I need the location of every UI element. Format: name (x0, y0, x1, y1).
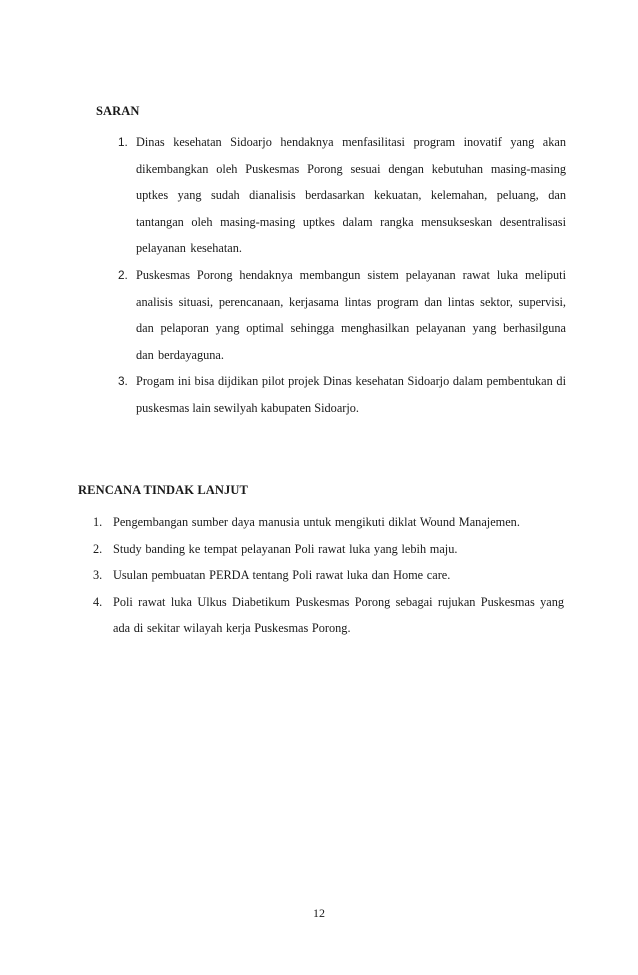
saran-item-number: 1. (118, 135, 128, 149)
saran-item (118, 262, 566, 368)
saran-item (118, 129, 566, 262)
page-number: 12 (313, 906, 325, 920)
saran-heading: SARAN (96, 104, 140, 118)
saran-item-number: 2. (118, 267, 128, 282)
rencana-item-number: 4. (93, 594, 103, 609)
rencana-item-text: Usulan pembuatan PERDA tentang Poli rawat luka dan Home care. (113, 568, 451, 583)
saran-list (118, 129, 566, 422)
saran-item-text: Dinas kesehatan Sidoarjo hendaknya menfasilitasi program inovatif yang akan dikembangkan oleh Puskesmas Porong sesuai dengan kebutuhan masing-masing uptkes yang sudah dianalisis berdasarkan kekuatan, kelemahan, peluang, dan tantangan oleh masing-masing uptkes dalam rangka mensukseskan desentralisasi pelayanan kesehatan. (136, 135, 566, 256)
rencana-item (93, 509, 564, 536)
rencana-item (93, 589, 564, 642)
rencana-item-number: 2. (93, 541, 103, 556)
rencana-item-text: Poli rawat luka Ulkus Diabetikum Puskesmas Porong sebagai rujukan Puskesmas yang ada di sekitar wilayah kerja Puskesmas Porong. (113, 594, 564, 636)
rencana-item (93, 536, 564, 563)
saran-item-text: Progam ini bisa dijdikan pilot projek Dinas kesehatan Sidoarjo dalam pembentukan di puskesmas lain sewilyah kabupaten Sidoarjo. (136, 374, 566, 415)
rencana-item-text: Pengembangan sumber daya manusia untuk mengikuti diklat Wound Manajemen. (113, 515, 520, 529)
saran-item-text: Puskesmas Porong hendaknya membangun sistem pelayanan rawat luka meliputi analisis situasi, perencanaan, kerjasama lintas program dan lintas sektor, supervisi, dan pelaporan yang optimal sehingga menghasilkan pelayanan yang berhasilguna dan berdayaguna. (136, 267, 566, 362)
rencana-list (93, 509, 564, 642)
rencana-item-number: 1. (93, 515, 103, 529)
rencana-item-number: 3. (93, 568, 103, 583)
saran-item (118, 368, 566, 421)
rencana-tindak-lanjut-heading: RENCANA TINDAK LANJUT (78, 483, 248, 497)
rencana-item-text: Study banding ke tempat pelayanan Poli rawat luka yang lebih maju. (113, 541, 458, 556)
rencana-item (93, 562, 564, 589)
saran-item-number: 3. (118, 374, 128, 389)
